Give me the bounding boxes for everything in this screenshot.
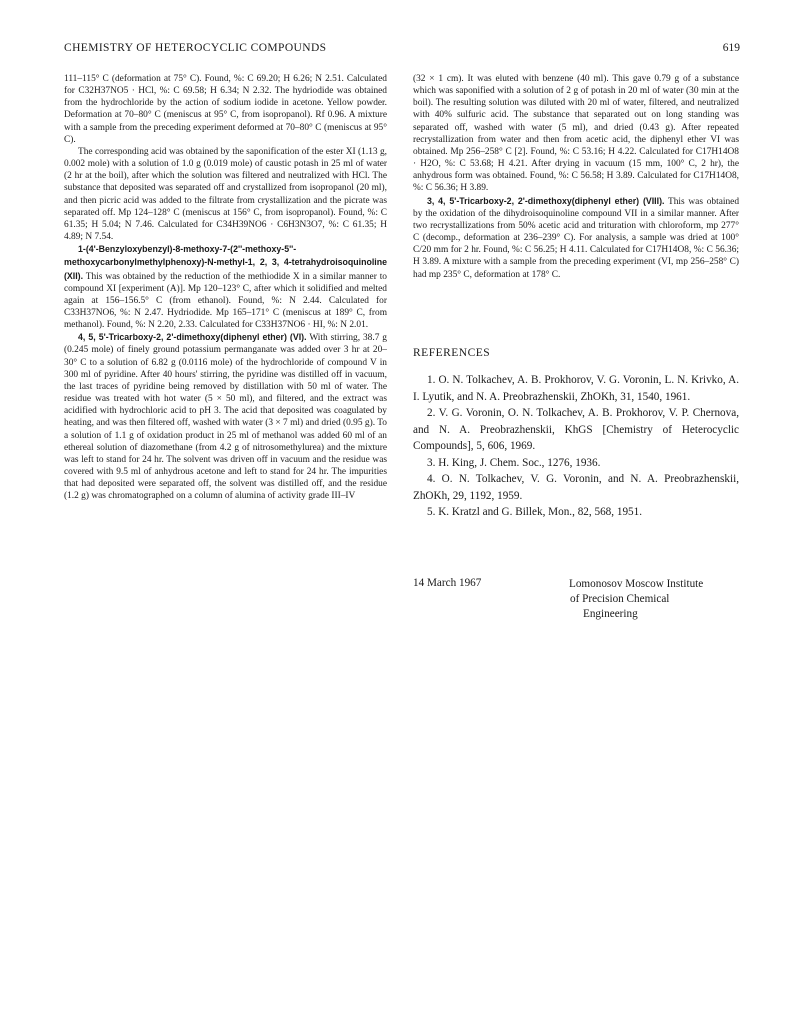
reference-item: 1. O. N. Tolkachev, A. B. Prokhorov, V. G. Voronin, L. N. Krivko, A. I. Lyutik, and N. A. Preobrazhenskii, ZhOKh, 31, 1540, 1961. — [413, 374, 739, 403]
compound-xii-body: This was obtained by the reduction of the methiodide X in a similar manner to compound XI [experiment (A)]. Mp 120–123° C, after which it solidified and melted again at 156–156.5° C (from ethanol). Found, %: N 2.44. Calculated for C33H37NO6, %: N 2.47. Hydriodide. Mp 165–171° C (meniscus at 189° C, from methanol). Found, %: N 2.20, 2.33. Calculated for C33H37NO6 · HI, %: N 2.01. — [64, 271, 387, 331]
page-number: 619 — [722, 42, 740, 54]
institution-line: of Precision Chemical — [570, 593, 670, 605]
paragraph-compound-viii — [413, 195, 739, 281]
reference-item: 4. O. N. Tolkachev, V. G. Voronin, and N. A. Preobrazhenskii, ZhOKh, 29, 1192, 1959. — [413, 473, 739, 502]
received-date: 14 March 1967 — [413, 577, 482, 589]
running-header — [64, 42, 740, 58]
paragraph-acid: The corresponding acid was obtained by the saponification of the ester XI (1.13 g, 0.002 mole) with a solution of 1.0 g (0.019 mole) of caustic potash in 25 ml of water (2 hr at the boil), after which the solution was filtered and neutralized with HCl. The substance that deposited was separated off and crystallized from isopropanol (20 ml), and then picric acid was added to the filtrate from crystallization and the picrate was separated off. Mp 124–128° C (meniscus at 156° C, from isopropanol). Found, %: C 61.35; H 5.04; N 7.46. Calculated for C34H39NO6 · C6H3N3O7, %: C 61.35; H 4.89; N 7.54. — [64, 146, 387, 243]
journal-title: CHEMISTRY OF HETEROCYCLIC COMPOUNDS — [64, 42, 327, 54]
institution-affiliation — [569, 577, 703, 622]
compound-vi-title: 4, 5, 5'-Tricarboxy-2, 2'-dimethoxy(diphenyl ether) (VI). — [78, 332, 307, 343]
left-column — [64, 73, 387, 502]
compound-viii-body: This was obtained by the oxidation of the dihydroisoquinoline compound VII in a similar manner. After two recrystallizations from 50% acetic acid and trituration with chloroform, mp 277° C (decomp., deformation at 236–239° C). For analysis, a sample was dried at 100° C/20 mm for 2 hr. Found, %: C 56.25; H 4.11. Calculated for C17H14O8, %: C 56.36; H 3.89. A mixture with a sample from the preceding experiment (VI, mp 256–258° C) had mp 235° C, deformation at 178° C. — [413, 196, 740, 280]
right-column — [413, 73, 739, 281]
references-list — [413, 372, 739, 521]
compound-viii-title: 3, 4, 5'-Tricarboxy-2, 2'-dimethoxy(diphenyl ether) (VIII). — [427, 195, 665, 206]
compound-vi-body: With stirring, 38.7 g (0.245 mole) of finely ground potassium permanganate was added over 3 hr at 20–30° C to a solution of 6.82 g (0.0116 mole) of the hydrochloride of compound V in 300 ml of pyridine. After 40 hours' stirring, the pyridine was distilled off in vacuum, the last traces of pyridine being removed by distillation with 50 ml of water. The residue was treated with hot water (5 × 50 ml), and filtered, and the extract was acidified with hydrochloric acid to pH 3. The acid that deposited was coagulated by heating, and was then filtered off, washed with water (3 × 7 ml) and dried (0.95 g). To a solution of 1.1 g of oxidation product in 25 ml of methanol was added 60 ml of an ethereal solution of diazomethane (from 4.2 g of nitrosomethylurea) and the mixture was left to stand for 24 hr. The solvent was driven off in vacuum and the residue was covered with 9.5 ml of anhydrous acetone and left to stand for 24 hr. The impurities that had deposited were separated off, the solvent was distilled off, and the residue (1.2 g) was chromatographed on a column of alumina of activity grade III–IV — [64, 333, 387, 502]
paragraph-hydriodide: 111–115° C (deformation at 75° C). Found, %: C 69.20; H 6.26; N 2.51. Calculated for C32H37NO5 · HCl, %: C 69.58; H 6.34; N 2.32. The hydriodide was obtained from the hydrochloride by the action of sodium iodide in acetone. Yellow powder. Deformation at 70–80° C (meniscus at 95° C, from isopropanol). Rf 0.96. A mixture with a sample from the preceding experiment deformed at 70–80° C (meniscus at 95° C). — [64, 74, 387, 145]
reference-item: 2. V. G. Voronin, O. N. Tolkachev, A. B. Prokhorov, V. P. Chernova, and N. A. Preobrazhenskii, KhGS [Chemistry of Heterocyclic Compounds], 5, 606, 1969. — [413, 407, 739, 452]
paragraph-compound-xii — [64, 243, 387, 331]
references-heading: REFERENCES — [413, 347, 491, 359]
institution-line: Lomonosov Moscow Institute — [569, 578, 704, 590]
compound-xii-title: 1-(4'-Benzyloxybenzyl)-8-methoxy-7-(2''-methoxy-5''-methoxycarbonylmethylphenoxy)-N-methyl-1, 2, 3, 4-tetrahydroisoquinoline (XII). — [64, 244, 387, 281]
institution-line: Engineering — [583, 608, 638, 620]
reference-item: 5. K. Kratzl and G. Billek, Mon., 82, 568, 1951. — [427, 506, 643, 518]
reference-item: 3. H. King, J. Chem. Soc., 1276, 1936. — [427, 456, 601, 469]
paragraph-compound-vi — [64, 331, 387, 502]
paragraph-elution: (32 × 1 cm). It was eluted with benzene (40 ml). This gave 0.79 g of a substance which was saponified with a solution of 2 g of potash in 20 ml of water (30 min at the boil). The resulting solution was diluted with 20 ml of water, filtered, and neutralized with 40% sulfuric acid. The substance that separated out on long standing was separated off, washed with water (5 ml), and dried (0.43 g). After repeated recrystallization from water and then from acetic acid, the diphenyl ether VI was obtained. Mp 256–258° C [2]. Found, %: C 53.16; H 4.22. Calculated for C17H14O8 · H2O, %: C 53.68; H 4.21. After drying in vacuum (15 mm, 100° C, 2 hr), the anhydrous form was obtained. Found, %: C 56.58; H 3.89. Calculated for C17H14O8, %: C 56.36; H 3.89. — [413, 74, 739, 194]
